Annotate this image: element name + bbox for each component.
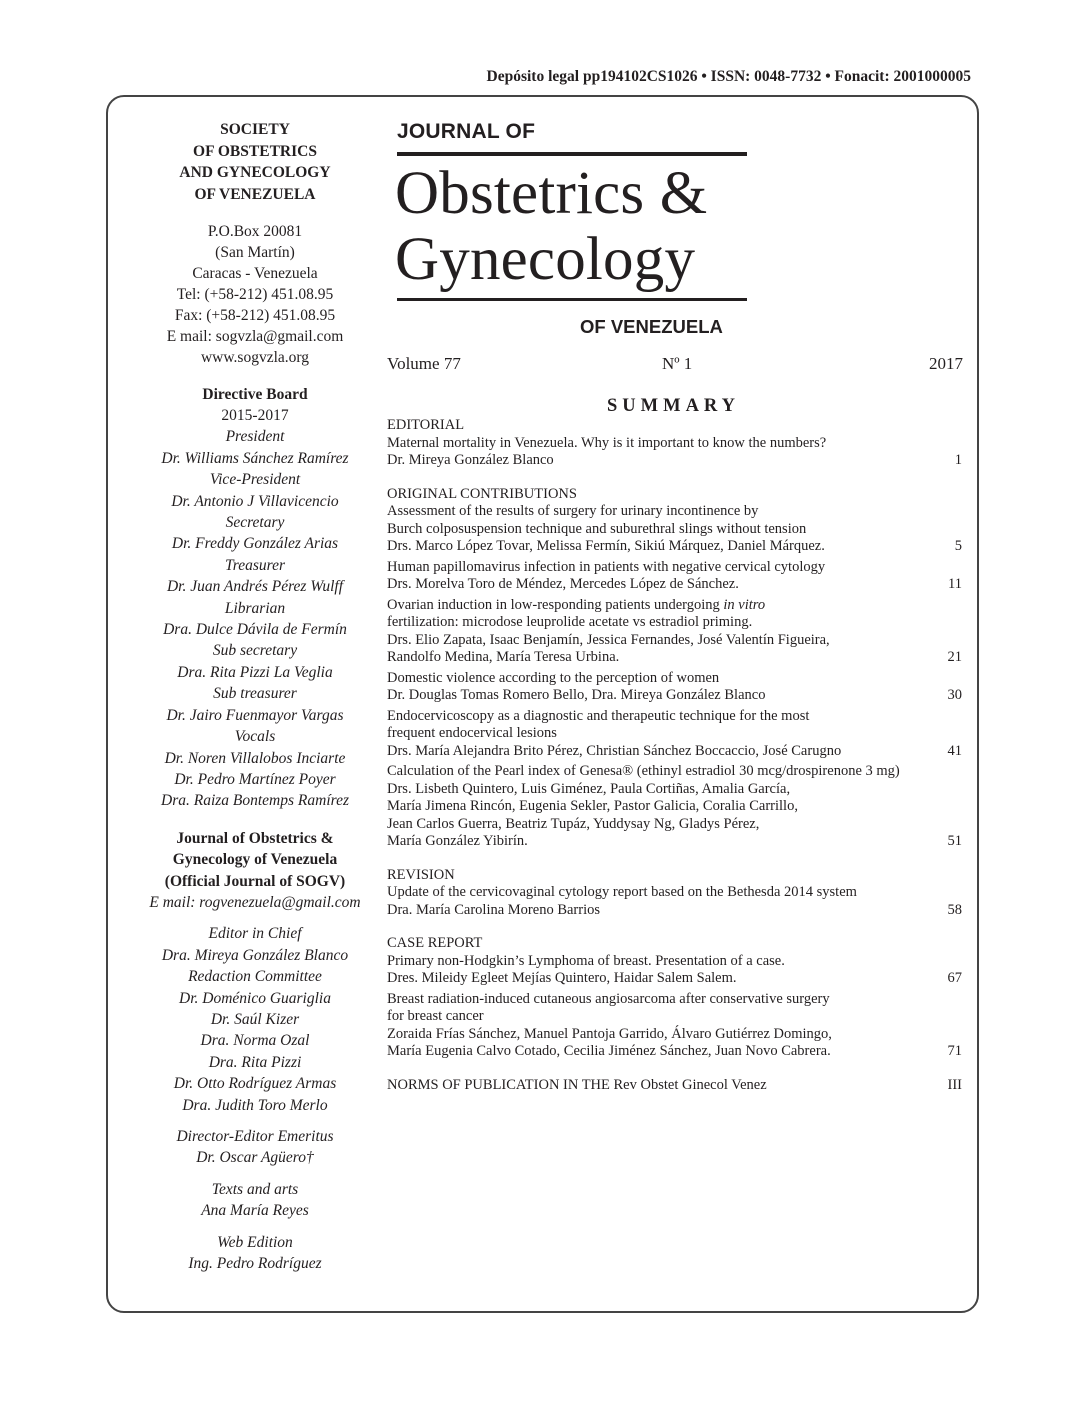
editor-name: Dra. Mireya González Blanco bbox=[161, 946, 349, 964]
board-member: Dr. Williams Sánchez Ramírez bbox=[161, 449, 349, 467]
toc-entry-line: Calculation of the Pearl index of Genesa® (ethinyl estradiol 30 mcg/drospirenone 3 mg) bbox=[387, 763, 900, 779]
toc-entry-line: for breast cancer bbox=[387, 1008, 484, 1024]
city: Caracas - Venezuela bbox=[192, 265, 318, 282]
volume: Volume 77 bbox=[387, 354, 461, 373]
fax: Fax: (+58-212) 451.08.95 bbox=[174, 307, 336, 324]
board-member: Dr. Jairo Fuenmayor Vargas bbox=[166, 706, 344, 724]
toc-entry-line: Randolfo Medina, María Teresa Urbina. bbox=[387, 649, 620, 665]
website: www.sogvzla.org bbox=[200, 349, 310, 366]
texts-name: Ana María Reyes bbox=[201, 1202, 309, 1220]
board-role: Secretary bbox=[225, 514, 285, 532]
toc-entry[interactable] bbox=[387, 559, 962, 594]
legal-deposit-line: Depósito legal pp194102CS1026 • ISSN: 0048-7732 • Fonacit: 2001000005 bbox=[486, 68, 971, 85]
toc-entry[interactable] bbox=[387, 435, 962, 470]
committee-member: Dra. Norma Ozal bbox=[200, 1032, 310, 1050]
toc-entry-line: Drs. María Alejandra Brito Pérez, Christian Sánchez Boccaccio, José Carugno bbox=[387, 742, 842, 759]
journal-info-line: (Official Journal of SOGV) bbox=[164, 872, 346, 890]
board-member: Dra. Rita Pizzi La Veglia bbox=[177, 663, 333, 681]
toc-entry-line: Drs. Marco López Tovar, Melissa Fermín, Sikiú Márquez, Daniel Márquez. bbox=[387, 538, 825, 554]
committee-member: Dr. Doménico Guariglia bbox=[179, 989, 331, 1007]
board-role: Sub treasurer bbox=[213, 685, 297, 703]
board-member: Dr. Pedro Martínez Poyer bbox=[174, 770, 336, 788]
emeritus-role: Director-Editor Emeritus bbox=[176, 1128, 334, 1145]
toc-entry[interactable] bbox=[387, 884, 962, 919]
toc-entry-line: Jean Carlos Guerra, Beatriz Tupáz, Yuddysay Ng, Gladys Pérez, bbox=[387, 815, 760, 832]
society-name-line: OF VENEZUELA bbox=[194, 185, 316, 203]
board-member: Dr. Juan Andrés Pérez Wulff bbox=[166, 578, 344, 596]
toc-entry[interactable] bbox=[387, 503, 962, 556]
email: E mail: sogvzla@gmail.com bbox=[166, 328, 344, 345]
toc-page-number: 11 bbox=[948, 576, 962, 592]
committee-role: Redaction Committee bbox=[188, 968, 322, 986]
toc-entry[interactable] bbox=[387, 763, 962, 851]
toc-entry[interactable] bbox=[387, 708, 962, 761]
toc-entry-line: NORMS OF PUBLICATION IN THE Rev Obstet Ginecol Venez bbox=[387, 1076, 767, 1093]
toc-entry[interactable] bbox=[387, 670, 962, 705]
society-name-line: AND GYNECOLOGY bbox=[179, 164, 331, 181]
toc-entry-line: María Jimena Rincón, Eugenia Sekler, Pastor Galicia, Coralia Carrillo, bbox=[387, 798, 798, 814]
emeritus-name: Dr. Oscar Agüero† bbox=[196, 1149, 314, 1167]
toc-section-heading: ORIGINAL CONTRIBUTIONS bbox=[387, 485, 577, 502]
toc-entry[interactable] bbox=[387, 991, 962, 1061]
masthead-rule-bottom bbox=[397, 298, 747, 301]
journal-info-line: Journal of Obstetrics & bbox=[176, 829, 334, 847]
toc-section-heading: EDITORIAL bbox=[387, 417, 465, 433]
toc-entry[interactable] bbox=[387, 597, 962, 667]
toc-entry-line: Primary non-Hodgkin’s Lymphoma of breast. Presentation of a case. bbox=[387, 952, 785, 969]
masthead-rule-top bbox=[397, 152, 747, 156]
board-role: Vocals bbox=[234, 728, 276, 746]
toc-entry-line: Breast radiation-induced cutaneous angiosarcoma after conservative surgery bbox=[387, 990, 830, 1007]
toc-page-number: 30 bbox=[947, 687, 962, 703]
toc-page-number: 67 bbox=[947, 970, 962, 986]
web-role: Web Edition bbox=[217, 1233, 293, 1251]
left-column bbox=[110, 119, 400, 1274]
toc-page-number: 71 bbox=[947, 1043, 962, 1059]
toc-entry-line: Drs. Elio Zapata, Isaac Benjamín, Jessica Fernandes, José Valentín Figueira, bbox=[387, 631, 830, 648]
po-box: P.O.Box 20081 bbox=[207, 223, 303, 240]
board-title: Directive Board bbox=[202, 386, 308, 403]
toc-entry-line: Dra. María Carolina Moreno Barrios bbox=[387, 901, 601, 918]
toc-entry-line: Assessment of the results of surgery for urinary incontinence by bbox=[387, 503, 759, 519]
journal-title bbox=[395, 161, 707, 293]
board-member: Dr. Antonio J Villavicencio bbox=[171, 492, 339, 510]
board-role: President bbox=[225, 428, 285, 446]
toc-entry-line: Dres. Mileidy Egleet Mejías Quintero, Haidar Salem Salem. bbox=[387, 970, 737, 986]
journal-email: E mail: rogvenezuela@gmail.com bbox=[149, 893, 361, 911]
board-member: Dra. Dulce Dávila de Fermín bbox=[163, 621, 347, 639]
journal-info-line: Gynecology of Venezuela bbox=[172, 851, 338, 869]
district: (San Martín) bbox=[215, 244, 295, 261]
board-role: Sub secretary bbox=[212, 642, 298, 660]
toc-page-number: 58 bbox=[947, 901, 962, 918]
journal-title-line: Obstetrics & bbox=[395, 160, 708, 227]
toc-entry-line: Burch colposuspension technique and suburethral slings without tension bbox=[387, 520, 807, 537]
toc-entry-line: frequent endocervical lesions bbox=[387, 725, 557, 741]
board-role: Treasurer bbox=[224, 556, 285, 574]
committee-member: Dr. Saúl Kizer bbox=[210, 1010, 300, 1028]
toc-entry-line: María Eugenia Calvo Cotado, Cecilia Jiménez Sánchez, Juan Novo Cabrera. bbox=[387, 1043, 831, 1059]
toc-entry-line: fertilization: microdose leuprolide acetate vs estradiol priming. bbox=[387, 614, 753, 630]
toc-entry-line: Drs. Morelva Toro de Méndez, Mercedes López de Sánchez. bbox=[387, 576, 739, 592]
board-role: Librarian bbox=[224, 599, 286, 617]
masthead-journal-of: JOURNAL OF bbox=[397, 120, 536, 143]
toc-entry-line: Dr. Douglas Tomas Romero Bello, Dra. Mireya González Blanco bbox=[387, 687, 766, 703]
toc-page-number: 41 bbox=[947, 742, 962, 759]
board-role: Vice-President bbox=[209, 471, 301, 489]
toc-page-number: 21 bbox=[947, 649, 962, 665]
toc-page-number: 5 bbox=[954, 538, 962, 554]
board-member: Dr. Noren Villalobos Inciarte bbox=[164, 749, 346, 767]
toc-entry[interactable] bbox=[387, 1077, 962, 1095]
year: 2017 bbox=[929, 354, 963, 373]
society-contact bbox=[110, 221, 400, 368]
web-name: Ing. Pedro Rodríguez bbox=[188, 1255, 322, 1273]
society-name-line: OF OBSTETRICS bbox=[193, 142, 317, 160]
table-of-contents bbox=[387, 417, 962, 1094]
summary-heading: SUMMARY bbox=[607, 396, 741, 416]
toc-entry-line: Update of the cervicovaginal cytology report based on the Bethesda 2014 system bbox=[387, 884, 857, 900]
toc-section-heading: REVISION bbox=[387, 866, 455, 883]
texts-role: Texts and arts bbox=[211, 1180, 299, 1198]
toc-section-heading: CASE REPORT bbox=[387, 935, 483, 951]
issue-number: Nº 1 bbox=[662, 354, 693, 373]
phone: Tel: (+58-212) 451.08.95 bbox=[176, 286, 334, 303]
toc-page-number: 51 bbox=[947, 833, 962, 849]
toc-entry-line: María González Yibirín. bbox=[387, 833, 528, 849]
toc-page-number: III bbox=[947, 1076, 962, 1093]
toc-entry-line: Maternal mortality in Venezuela. Why is it important to know the numbers? bbox=[387, 434, 827, 451]
committee-member: Dra. Judith Toro Merlo bbox=[182, 1096, 328, 1114]
journal-title-line: Gynecology bbox=[395, 226, 696, 293]
committee-member: Dr. Otto Rodríguez Armas bbox=[173, 1075, 337, 1093]
board-member: Dra. Raiza Bontemps Ramírez bbox=[161, 792, 349, 810]
toc-entry-line: Zoraida Frías Sánchez, Manuel Pantoja Garrido, Álvaro Gutiérrez Domingo, bbox=[387, 1025, 832, 1042]
toc-entry-line: Drs. Lisbeth Quintero, Luis Giménez, Paula Cortiñas, Amalia García, bbox=[387, 780, 791, 797]
toc-entry-line: Endocervicoscopy as a diagnostic and therapeutic technique for the most bbox=[387, 707, 810, 724]
editor-role: Editor in Chief bbox=[208, 925, 302, 943]
toc-entry[interactable] bbox=[387, 953, 962, 988]
toc-page-number: 1 bbox=[954, 452, 962, 468]
toc-entry-line: Ovarian induction in low-responding patients undergoing in vitro bbox=[387, 596, 766, 613]
board-period: 2015-2017 bbox=[221, 407, 289, 424]
committee-member: Dra. Rita Pizzi bbox=[208, 1053, 302, 1071]
board-member: Dr. Freddy González Arias bbox=[171, 535, 339, 553]
toc-entry-line: Human papillomavirus infection in patients with negative cervical cytology bbox=[387, 558, 826, 575]
masthead-of-venezuela: OF VENEZUELA bbox=[580, 316, 723, 337]
society-name-line: SOCIETY bbox=[220, 121, 290, 138]
toc-entry-line: Dr. Mireya González Blanco bbox=[387, 452, 554, 468]
society-name bbox=[110, 119, 400, 205]
toc-entry-line: Domestic violence according to the perception of women bbox=[387, 669, 720, 686]
